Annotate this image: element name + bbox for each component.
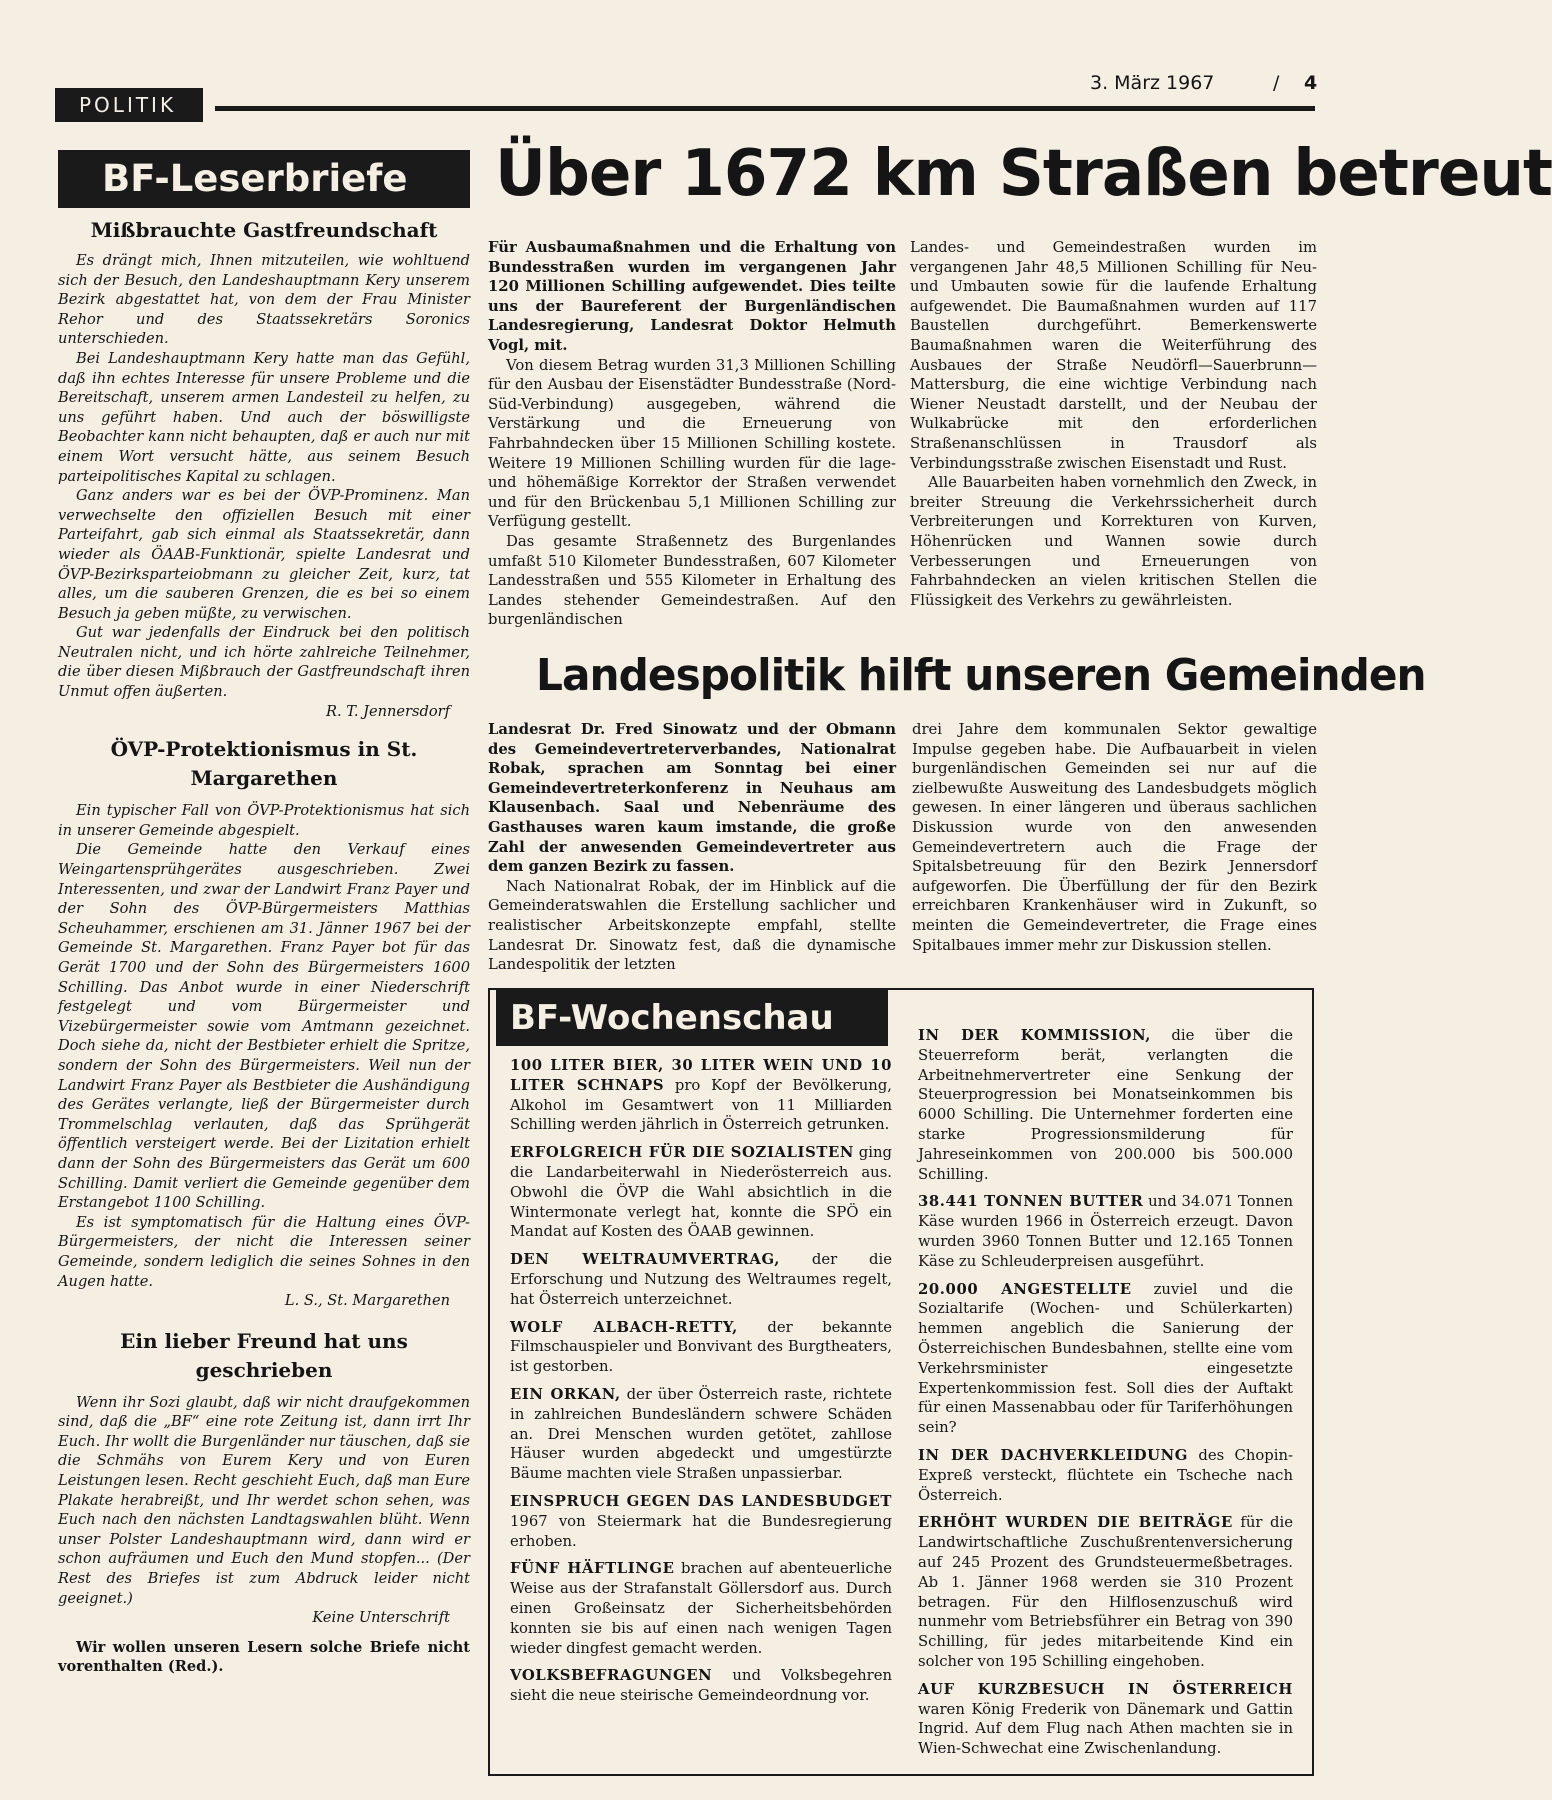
news-item [510, 1318, 892, 1377]
headline-landespolitik: Landespolitik hilft unseren Gemeinden [536, 650, 1426, 701]
header-rule [215, 106, 1315, 111]
news-item-lead: 20.000 ANGESTELLTE [918, 1280, 1132, 1298]
article1-column-1 [488, 238, 896, 630]
wochenschau-column-2 [918, 1026, 1293, 1767]
news-item-text: des Chopin-Expreß versteckt, flüchtete ein Tscheche nach Österreich. [918, 1446, 1293, 1504]
news-item [510, 1385, 892, 1484]
news-item [918, 1280, 1293, 1438]
news-item-lead: VOLKSBEFRAGUNGEN [510, 1667, 713, 1685]
letter-2 [58, 735, 470, 1310]
article-paragraph: Alle Bauarbeiten haben vornehmlich den Zweck, in breiter Streuung die Verkehrssicherheit durch Verbreiterungen und Korrekturen von Kurven, Höhenrücken und Wannen sowie durch Verbesserungen und Erneuerungen von Fahrbahndecken an vielen kritischen Stellen die Flüssigkeit des Verkehrs zu gewährleisten. [910, 474, 1317, 609]
article-paragraph: Nach Nationalrat Robak, der im Hinblick auf die Gemeinderatswahlen die Erstellung sachlicher und realistischer Arbeitskonzepte empfahl, stellte Landesrat Dr. Sinowatz fest, daß die dynamische Landespolitik der letzten [488, 877, 896, 974]
news-item-text: und Volksbegehren sieht die neue steirische Gemeindeordnung vor. [510, 1667, 892, 1705]
letter-title: ÖVP-Protektionismus in St. Margarethen [110, 737, 418, 791]
news-item-lead: EIN ORKAN, [510, 1385, 621, 1403]
letter-signature: R. T. Jennersdorf [325, 702, 450, 720]
leserbriefe-banner: BF-Leserbriefe [58, 150, 470, 208]
letter-paragraph: Ein typischer Fall von ÖVP-Protektionismus hat sich in unserer Gemeinde abgespielt. [58, 802, 470, 839]
letter-signature: Keine Unterschrift [312, 1609, 450, 1627]
letter-title: Ein lieber Freund hat uns geschrieben [120, 1328, 408, 1382]
news-item-text: waren König Frederik von Dänemark und Gattin Ingrid. Auf dem Flug nach Athen machten sie in Wien-Schwechat eine Zwischenlandung. [918, 1700, 1293, 1758]
letter-paragraph: Es ist symptomatisch für die Haltung eines ÖVP-Bürgermeisters, der nicht die Interessen seiner Gemeinde, sondern lediglich die seines Sohnes in den Augen hatte. [58, 1213, 470, 1290]
news-item [918, 1446, 1293, 1505]
news-item [510, 1250, 892, 1309]
article2-column-2 [912, 720, 1317, 955]
letter-paragraph: Bei Landeshauptmann Kery hatte man das Gefühl, daß ihn echtes Interesse für unsere Probleme und die Bereitschaft, unserem armen Landesteil zu helfen, zu uns geführt haben. Und auch der böswilligste Beobachter kann nicht behaupten, daß er auch nur mit einem Wort versucht hätte, aus seinem Besuch parteipolitisches Kapital zu schlagen. [58, 349, 470, 485]
news-item-lead: 38.441 TONNEN BUTTER [918, 1193, 1144, 1211]
news-item [918, 1513, 1293, 1671]
letter-paragraph: Gut war jedenfalls der Eindruck bei den politisch Neutralen nicht, und ich hörte zahlreiche Teilnehmer, die über diesen Mißbrauch der Gastfreundschaft ihren Unmut offen äußerten. [58, 624, 470, 701]
news-item-lead: DEN WELTRAUMVERTRAG, [510, 1251, 780, 1269]
letter-paragraph: Wenn ihr Sozi glaubt, daß wir nicht draufgekommen sind, daß die „BF“ eine rote Zeitung ist, dann irrt Ihr Euch. Ihr wollt die Burgenländer nur täuschen, daß sie die Schmähs von Eurem Kery und von Euren Leistungen lesen. Recht geschieht Euch, daß man Eure Plakate herabreißt, und Ihr werdet schon sehen, was Euch nach den nächsten Landtagswahlen blüht. Wenn unser Polster Landeshauptmann wird, dann wird er schon aufräumen und Euch den Mund stopfen... (Der Rest des Briefes ist zum Abdruck leider nicht geeignet.) [58, 1393, 470, 1607]
article2-column-1 [488, 720, 896, 975]
article-paragraph: drei Jahre dem kommunalen Sektor gewaltige Impulse gegeben habe. Die Aufbauarbeit in vielen burgenländischen Gemeinden sei nur auf die zielbewußte Ausweitung des Landesbudgets möglich gewesen. In einer längeren und überaus sachlichen Diskussion wurde von den anwesenden Gemeindevertretern auch die Frage der Spitalsbetreuung für den Bezirk Jennersdorf aufgeworfen. Die Überfüllung der für den Bezirk erreichbaren Krankenhäuser wird in Zukunft, so meinten die Gemeindevertreter, die Frage eines Spitalbaues immer mehr zur Diskussion stellen. [912, 721, 1317, 954]
news-item-lead: FÜNF HÄFTLINGE [510, 1560, 675, 1578]
news-item-text: der über Österreich raste, richtete in zahlreichen Bundesländern schwere Schäden an. Drei Menschen wurden getötet, zahllose Häuser wurden abgedeckt und umgestürzte Bäume machten viele Straßen unpassierbar. [510, 1385, 892, 1483]
wochenschau-column-1 [510, 1056, 892, 1714]
page-number: 4 [1304, 72, 1318, 94]
news-item-text: pro Kopf der Bevölkerung, Alkohol im Gesamtwert von 11 Milliarden Schilling werden jährlich in Österreich getrunken. [510, 1076, 893, 1134]
news-item-text: der bekannte Filmschauspieler und Bonvivant des Burgtheaters, ist gestorben. [510, 1318, 892, 1376]
news-item [510, 1492, 892, 1551]
article-lead: Für Ausbaumaßnahmen und die Erhaltung von Bundesstraßen wurden im vergangenen Jahr 120 Millionen Schilling aufgewendet. Dies teilte uns der Baureferent der Burgenländischen Landesregierung, Landesrat Doktor Helmuth Vogl, mit. [488, 239, 896, 354]
news-item-text: und 34.071 Tonnen Käse wurden 1966 in Österreich erzeugt. Davon wurden 3960 Tonnen Butter und 12.165 Tonnen Käse zu Schleuderpreisen ausgeführt. [918, 1193, 1293, 1270]
news-item-lead: WOLF ALBACH-RETTY, [510, 1318, 738, 1336]
letter-paragraph: Die Gemeinde hatte den Verkauf eines Weingartensprühgerätes ausgeschrieben. Zwei Interessenten, und zwar der Landwirt Franz Payer und der Sohn des ÖVP-Bürgermeisters Matthias Scheuhammer, erschienen am 31. Jänner 1967 bei der Gemeinde St. Margarethen. Franz Payer bot für das Gerät 1700 und der Sohn des Bürgermeisters 1600 Schilling. Das Anbot wurde in einer Niederschrift festgelegt und vom Bürgermeister und Vizebürgermeister sowie vom Amtmann gezeichnet. Doch siehe da, nicht der Bestbieter erhielt die Spritze, sondern der Sohn des Bürgermeisters. Weil nun der Landwirt Franz Payer als Bestbieter die Aushändigung des Gerätes verlangte, ließ der Bürgermeister durch Trommelschlag verlauten, daß das Sprühgerät öffentlich versteigert werde. Bei der Lizitation erhielt dann der Sohn des Bürgermeisters das Gerät um 600 Schilling. Damit verliert die Gemeinde gegenüber dem Erstangebot 1100 Schilling. [58, 841, 470, 1212]
article-paragraph: Landes- und Gemeindestraßen wurden im vergangenen Jahr 48,5 Millionen Schilling für Neu- und Umbauten sowie für die laufende Erhaltung aufgewendet. Die Baumaßnahmen wurden auf 117 Baustellen durchgeführt. Bemerkenswerte Baumaßnahmen waren die Weiterführung des Ausbaues der Straße Neudörfl—Sauerbrunn—Mattersburg, die eine wichtige Verbindung nach Wiener Neustadt darstellt, und der Neubau der Wulkabrücke mit den erforderlichen Straßenanschlüssen in Trausdorf als Verbindungsstraße zwischen Eisenstadt und Rust. [910, 239, 1317, 472]
letter-paragraph: Ganz anders war es bei der ÖVP-Prominenz. Man verwechselte den offiziellen Besuch mit einer Parteifahrt, gab sich einmal als Staatssekretär, dann wieder als ÖAAB-Funktionär, spielte Landesrat und ÖVP-Bezirksparteiobmann zu gleicher Zeit, kurz, tat alles, um die sauberen Grenzen, die es bei so einem Besuch ja geben müßte, zu verwischen. [58, 487, 470, 622]
article-lead: Landesrat Dr. Fred Sinowatz und der Obmann des Gemeindevertreterverbandes, Nationalrat Robak, sprachen am Sonntag bei einer Gemeindevertreterkonferenz in Neuhaus am Klausenbach. Saal und Nebenräume des Gasthauses waren kaum imstande, die große Zahl der anwesenden Gemeindevertreter aus dem ganzen Bezirk zu fassen. [488, 721, 896, 876]
news-item [510, 1559, 892, 1658]
article-paragraph: Von diesem Betrag wurden 31,3 Millionen Schilling für den Ausbau der Eisenstädter Bundesstraße (Nord-Süd-Verbindung) ausgegeben, während die Verstärkung und die Erneuerung von Fahrbahndecken über 15 Millionen Schilling kostete. Weitere 19 Millionen Schilling wurden für die lage- und höhemäßige Korrektor der Straßen verwendet und für den Brückenbau 5,1 Millionen Schilling zur Verfügung gestellt. [488, 356, 896, 531]
news-item-text: für die Landwirtschaftliche Zuschußrentenversicherung auf 245 Prozent des Grundsteuermeßbetrages. Ab 1. Jänner 1968 werden sie 310 Prozent betragen. Für den Hilflosenzuschuß wird nunmehr vom Betriebsführer ein Betrag von 390 Schilling, für jedes mitarbeitende Kind ein solcher von 195 Schilling eingehoben. [918, 1514, 1294, 1670]
news-item [510, 1666, 892, 1706]
news-item-text: brachen auf abenteuerliche Weise aus der Strafanstalt Göllersdorf aus. Durch einen Großeinsatz der Sicherheitsbehörden konnten sie bis auf einen nach wenigen Tagen wieder dingfest gemacht werden. [510, 1560, 893, 1657]
letter-3 [58, 1327, 470, 1677]
news-item-lead: ERHÖHT WURDEN DIE BEITRÄGE [918, 1514, 1233, 1532]
news-item-text: die über die Steuerreform berät, verlangten die Arbeitnehmervertreter eine Senkung der Steuerprogression bei Monatseinkommen bis 6000 Schilling. Die Unternehmer forderten eine starke Progressionsmilderung für Jahreseinkommen von 200.000 bis 500.000 Schilling. [918, 1027, 1293, 1183]
news-item [918, 1680, 1293, 1759]
letter-1 [58, 216, 470, 721]
wochenschau-banner: BF-Wochenschau [496, 990, 888, 1046]
news-item [918, 1026, 1293, 1184]
news-item-text: 1967 von Steiermark hat die Bundesregierung erhoben. [510, 1512, 892, 1550]
news-item-text: der die Erforschung und Nutzung des Weltraumes regelt, hat Österreich unterzeichnet. [510, 1251, 893, 1308]
news-item-lead: IN DER KOMMISSION, [918, 1027, 1151, 1044]
section-tag: POLITIK [55, 88, 203, 122]
issue-date: 3. März 1967 [1090, 72, 1215, 94]
news-item-lead: IN DER DACHVERKLEIDUNG [918, 1446, 1189, 1464]
article1-column-2 [910, 238, 1317, 610]
editor-note: Wir wollen unseren Lesern solche Briefe nicht vorenthalten (Red.). [58, 1638, 470, 1676]
news-item [510, 1143, 892, 1242]
article-paragraph: Das gesamte Straßennetz des Burgenlandes umfaßt 510 Kilometer Bundesstraßen, 607 Kilometer Landesstraßen und 555 Kilometer in Erhaltung des Landes stehender Gemeindestraßen. Auf den burgenländischen [488, 532, 896, 629]
letter-title: Mißbrauchte Gastfreundschaft [90, 218, 438, 242]
letter-paragraph: Es drängt mich, Ihnen mitzuteilen, wie wohltuend sich der Besuch, den Landeshauptmann Kery unserem Bezirk abgestattet hat, von dem der Frau Minister Rehor und des Staatssekretärs Soronics unterschieden. [58, 252, 470, 348]
news-item-text: zuviel und die Sozialtarife (Wochen- und Schülerkarten) hemmen angeblich die Sanierung der Österreichischen Bundesbahnen, stellte eine vom Verkehrsminister eingesetzte Expertenkommission fest. Soll dies der Auftakt für einen Massenabbau oder für Tariferhöhungen sein? [918, 1280, 1293, 1437]
news-item-lead: 100 LITER BIER, 30 LITER WEIN UND 10 LITER SCHNAPS [510, 1057, 892, 1094]
news-item [918, 1192, 1293, 1271]
news-item-text: ging die Landarbeiterwahl in Niederösterreich aus. Obwohl die ÖVP die Wahl absichtlich in die Wintermonate verlegt hat, konnte die SPÖ ein Mandat auf Kosten des ÖAAB gewinnen. [510, 1144, 892, 1241]
news-item-lead: ERFOLGREICH FÜR DIE SOZIALISTEN [510, 1144, 854, 1162]
header-separator: / [1273, 72, 1280, 94]
headline-strassen: Über 1672 km Straßen betreut [495, 137, 1552, 211]
news-item-lead: EINSPRUCH GEGEN DAS LANDESBUDGET [510, 1492, 892, 1510]
news-item-lead: AUF KURZBESUCH IN ÖSTERREICH [918, 1680, 1293, 1698]
news-item [510, 1056, 892, 1135]
leserbriefe-column [58, 150, 470, 1677]
letter-signature: L. S., St. Margarethen [284, 1292, 450, 1310]
